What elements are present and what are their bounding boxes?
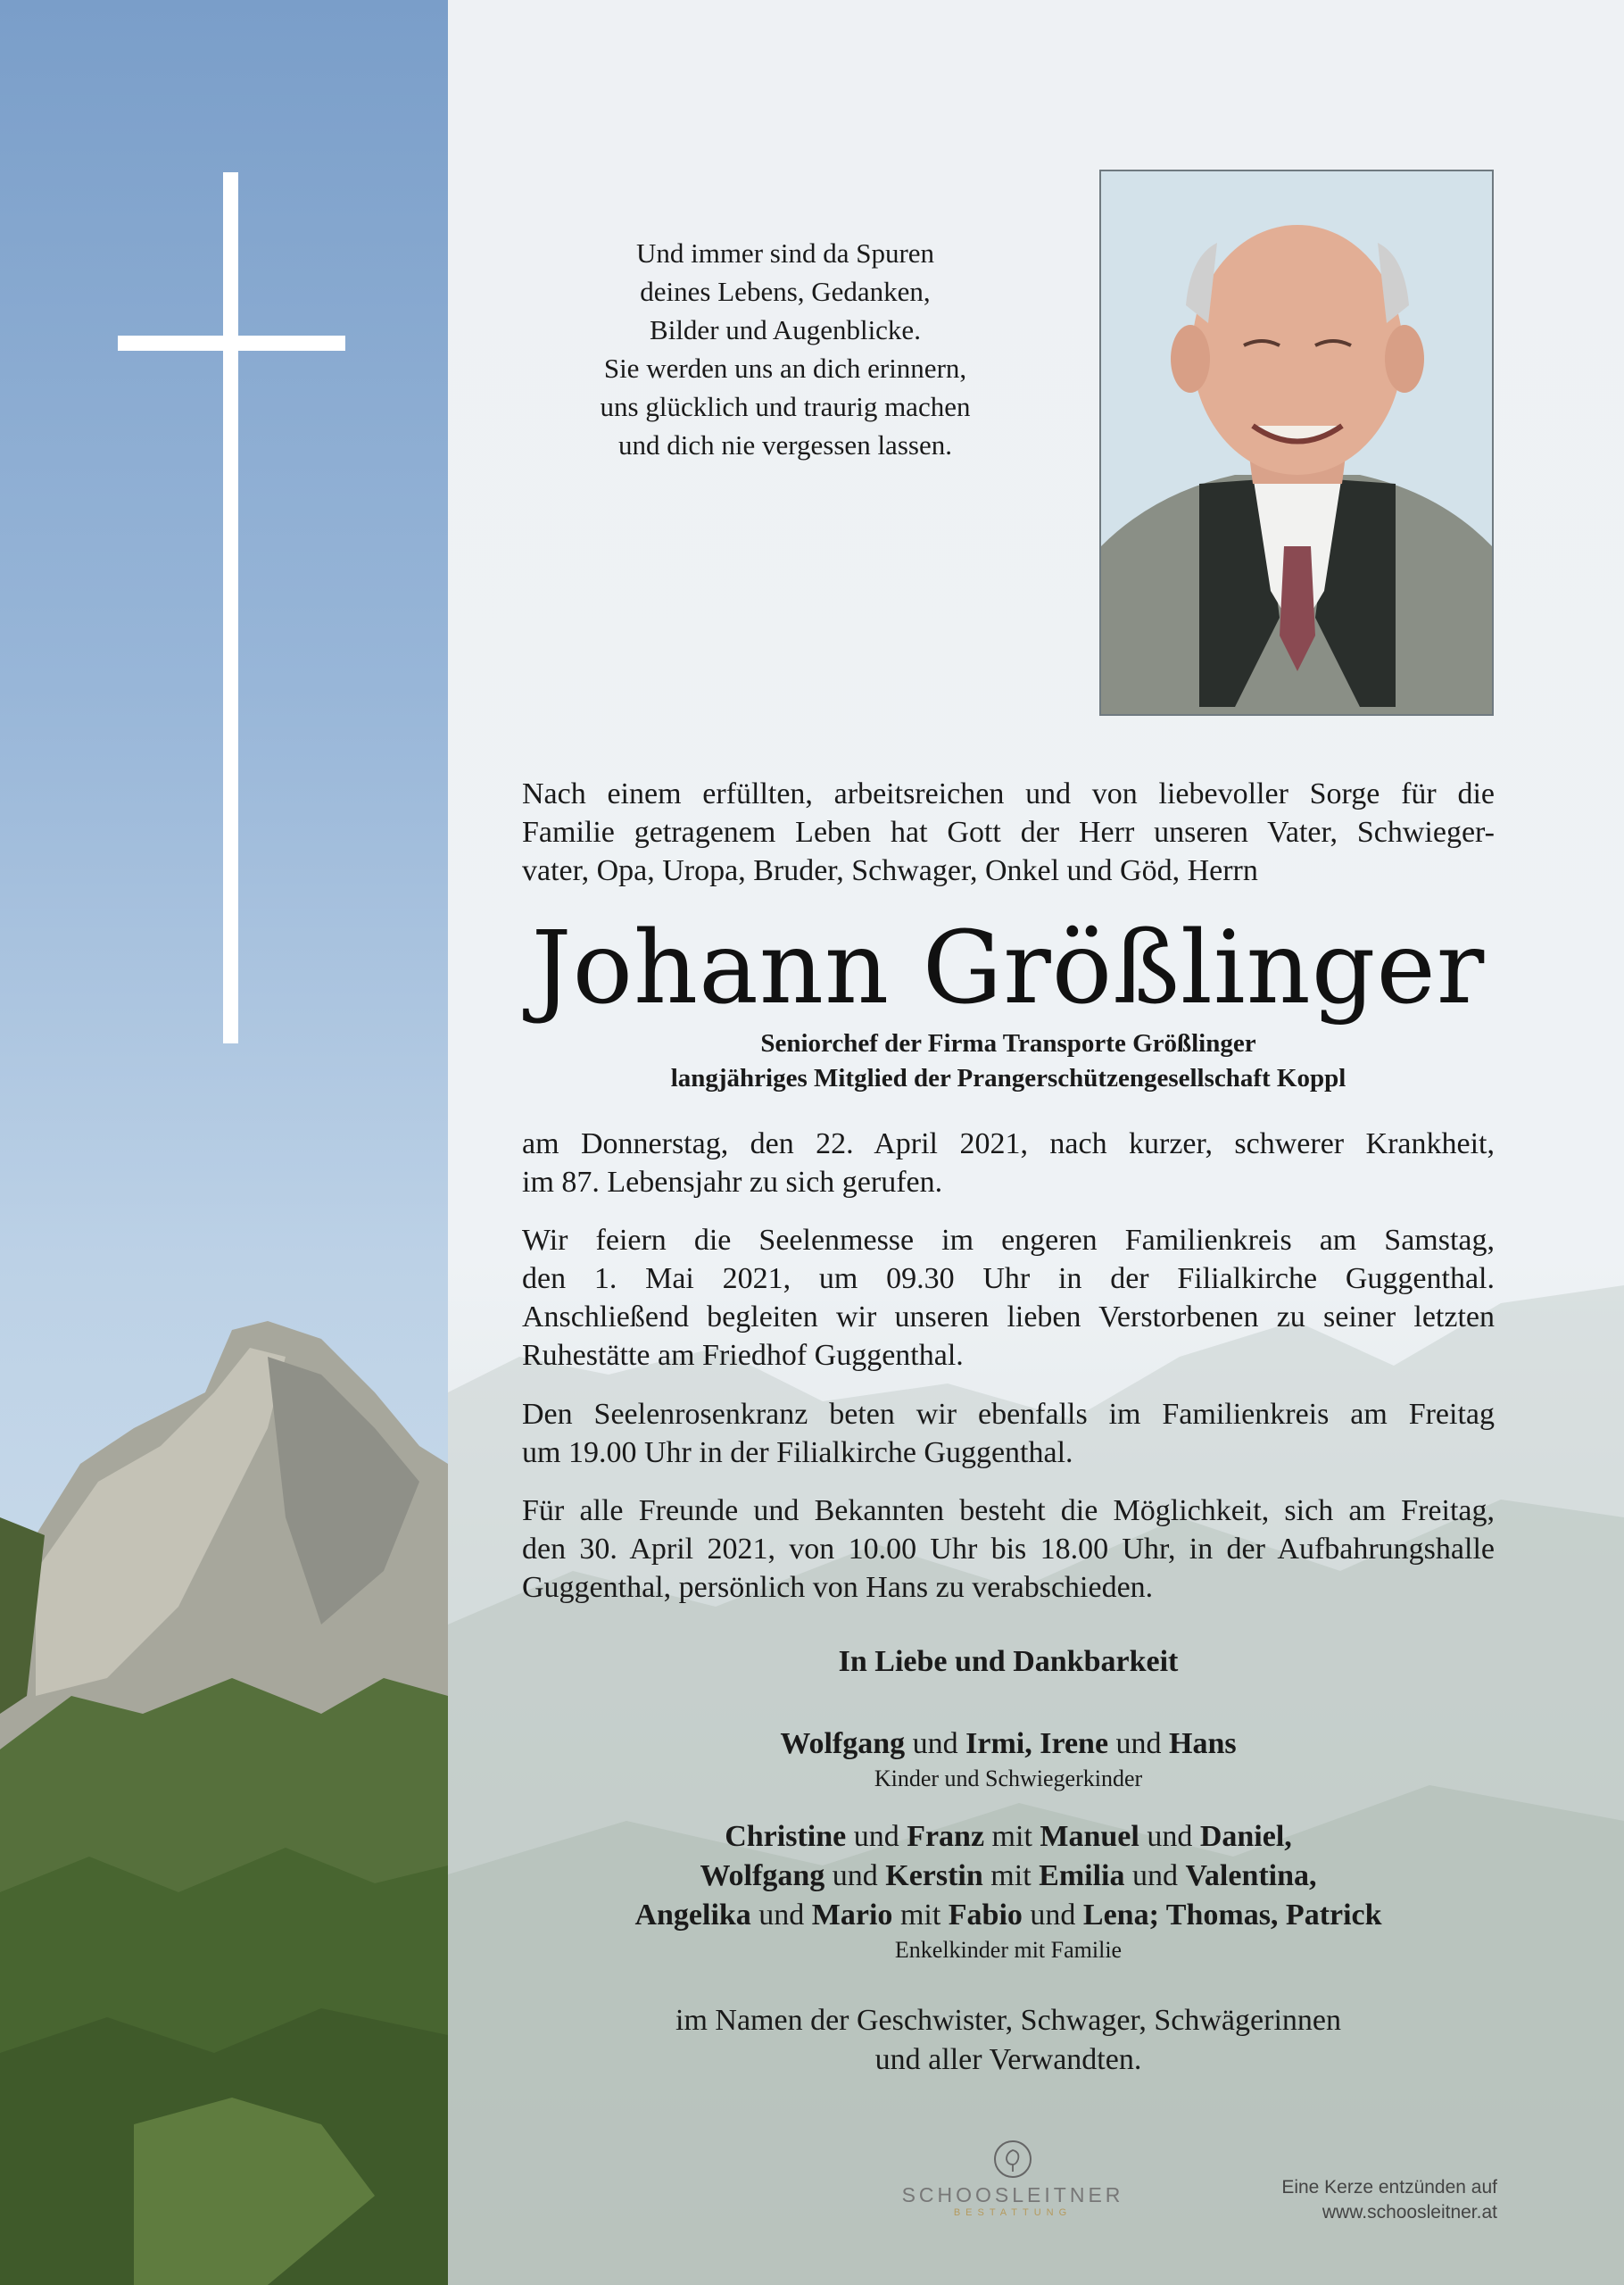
brand-subtitle: BESTATTUNG [953,2207,1073,2218]
relatives-line: im Namen der Geschwister, Schwager, Schwägerinnen [675,2004,1341,2037]
connector: und [846,1820,907,1853]
grandchildren-line [500,1817,1517,1857]
intro-line: Familie getragenem Leben hat Gott der Herr unseren Vater, Schwieger- [522,816,1495,849]
verse-line: deines Lebens, Gedanken, [640,276,931,307]
connector: und [1022,1899,1083,1932]
name: Christine [725,1820,847,1853]
brand-name: SCHOOSLEITNER [901,2183,1124,2206]
rose-icon [993,2140,1032,2179]
farewell-line: den 30. April 2021, von 10.00 Uhr bis 18.00 Uhr, in der Aufbahrungshalle [522,1533,1495,1566]
connector: und [905,1727,966,1760]
connector: und [1124,1859,1186,1892]
mass-line: den 1. Mai 2021, um 09.30 Uhr in der Filialkirche Guggenthal. [522,1262,1495,1295]
mass-line: Anschließend begleiten wir unseren lieben Verstorbenen zu seiner letzten [522,1300,1495,1334]
cross-vertical-bar [223,172,238,1043]
deceased-name: Johann Größlinger [531,910,1486,1026]
landscape-strip [0,0,448,2285]
name: Mario [811,1899,893,1932]
name: Angelika [634,1899,751,1932]
verse-line: Bilder und Augenblicke. [650,314,921,345]
name: Irmi, Irene [965,1727,1109,1760]
children-note: Kinder und Schwiegerkinder [874,1766,1143,1791]
farewell-line: Guggenthal, persönlich von Hans zu verabschieden. [522,1571,1154,1604]
subtitle-line: Seniorchef der Firma Transporte Größlinger [760,1029,1256,1058]
connector: und [1108,1727,1170,1760]
candle-text: Eine Kerze entzünden auf [1281,2177,1497,2198]
name: Daniel, [1199,1820,1292,1853]
candle-link-block [1187,2175,1497,2225]
mass-paragraph [522,1221,1495,1375]
name: Franz [907,1820,985,1853]
funeral-home-logo [901,2140,1124,2218]
death-line: im 87. Lebensjahr zu sich gerufen. [522,1166,943,1199]
children-line [500,1724,1517,1764]
name: Hans [1169,1727,1237,1760]
death-paragraph [522,1125,1495,1201]
cross-horizontal-bar [118,336,345,351]
farewell-line: Für alle Freunde und Bekannten besteht die Möglichkeit, sich am Freitag, [522,1494,1495,1527]
verse-line: und dich nie vergessen lassen. [618,429,952,461]
name: Valentina, [1185,1859,1317,1892]
name: Fabio [948,1899,1023,1932]
grandchildren-note: Enkelkinder mit Familie [894,1937,1123,1963]
portrait-photo [1099,170,1494,716]
website-link[interactable]: www.schoosleitner.at [1322,2202,1497,2223]
mass-line: Ruhestätte am Friedhof Guggenthal. [522,1339,964,1372]
connector: und [750,1899,812,1932]
closing-line: In Liebe und Dankbarkeit [838,1645,1179,1678]
connector: und [1139,1820,1200,1853]
mourners-section [500,1642,1517,2080]
intro-line: vater, Opa, Uropa, Bruder, Schwager, Onkel und Göd, Herrn [522,854,1258,887]
name: Wolfgang [780,1727,906,1760]
name: Lena; Thomas, Patrick [1082,1899,1382,1932]
verse-line: Sie werden uns an dich erinnern, [603,353,967,384]
name: Kerstin [885,1859,983,1892]
memorial-verse [500,234,1071,464]
name: Manuel [1040,1820,1139,1853]
farewell-paragraph [522,1491,1495,1607]
name: Wolfgang [700,1859,825,1892]
rosary-line: Den Seelenrosenkranz beten wir ebenfalls im Familienkreis am Freitag [522,1398,1495,1431]
deceased-subtitle [500,1026,1517,1096]
rosary-paragraph [522,1395,1495,1472]
grandchildren-line [500,1857,1517,1896]
connector: und [824,1859,886,1892]
intro-paragraph [522,775,1495,890]
death-line: am Donnerstag, den 22. April 2021, nach kurzer, schwerer Krankheit, [522,1127,1495,1160]
mass-line: Wir feiern die Seelenmesse im engeren Familienkreis am Samstag, [522,1224,1495,1257]
connector: mit [892,1899,949,1932]
rosary-line: um 19.00 Uhr in der Filialkirche Guggenthal. [522,1436,1073,1469]
grandchildren-line [500,1896,1517,1935]
connector: mit [984,1820,1040,1853]
portrait-illustration [1101,171,1492,714]
intro-line: Nach einem erfüllten, arbeitsreichen und von liebevoller Sorge für die [522,777,1495,810]
verse-line: uns glücklich und traurig machen [600,391,971,422]
name: Emilia [1039,1859,1125,1892]
connector: mit [982,1859,1040,1892]
subtitle-line: langjähriges Mitglied der Prangerschützengesellschaft Koppl [670,1064,1346,1093]
relatives-line: und aller Verwandten. [874,2043,1142,2076]
verse-line: Und immer sind da Spuren [635,237,935,269]
